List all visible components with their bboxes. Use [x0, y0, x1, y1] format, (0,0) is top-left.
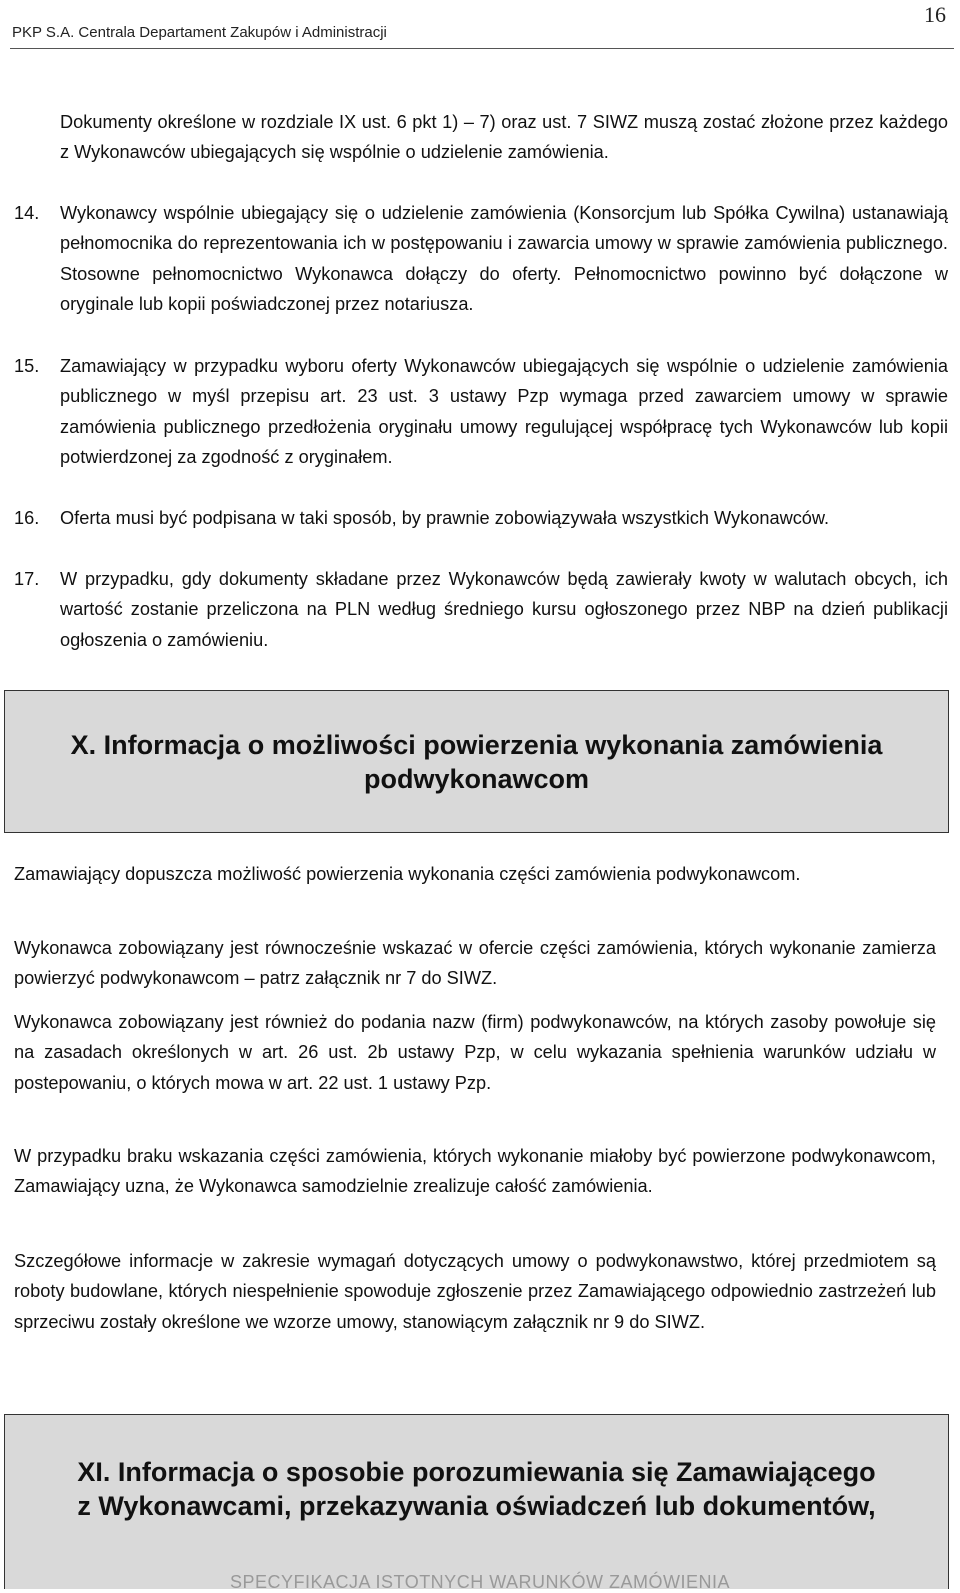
section-x-title-line1: X. Informacja o możliwości powierzenia wykonania zamówienia [70, 729, 883, 760]
list-item-number: 15. [14, 356, 40, 376]
section-xi-title-line2: z Wykonawcami, przekazywania oświadczeń lub dokumentów, [77, 1491, 876, 1521]
list-item-text: W przypadku, gdy dokumenty składane przez Wykonawców będą zawierały kwoty w walutach obcych, ich wartość zostanie przeliczona na PLN według średniego kursu ogłoszonego przez NBP na dzień publikacji ogłoszenia o zamówieniu. [60, 569, 948, 650]
list-item-text: Zamawiający w przypadku wyboru oferty Wykonawców ubiegających się wspólnie o udzielenie zamówienia publicznego w myśl przepisu art. 23 ust. 3 ustawy Pzp wymaga przed zawarciem umowy w sprawie zamówienia publicznego przedłożenia oryginału umowy regulującej współpracę tych Wykonawców lub kopii potwierdzonej za zgodność z oryginałem. [60, 356, 948, 468]
section-x-paragraph-4: W przypadku braku wskazania części zamówienia, których wykonanie miałoby być powierzone podwykonawcom, Zamawiający uzna, że Wykonawca samodzielnie zrealizuje całość zamówienia. [14, 1146, 936, 1197]
list-item-16 [14, 503, 948, 533]
section-x-heading-box [4, 690, 949, 833]
header-divider [10, 48, 954, 49]
section-xi-heading-box [4, 1414, 949, 1589]
running-header: PKP S.A. Centrala Departament Zakupów i Administracji [12, 24, 387, 41]
list-item-number: 14. [14, 203, 40, 223]
section-x-paragraph-2: Wykonawca zobowiązany jest równocześnie wskazać w ofercie części zamówienia, których wykonanie zamierza powierzyć podwykonawcom – patrz załącznik nr 7 do SIWZ. [14, 938, 936, 989]
section-x-title [71, 728, 883, 796]
section-x-paragraph-3: Wykonawca zobowiązany jest również do podania nazw (firm) podwykonawców, na których zasoby powołuje się na zasadach określonych w art. 26 ust. 2b ustawy Pzp, w celu wykazania spełnienia warunków udziału w postepowaniu, o których mowa w art. 22 ust. 1 ustawy Pzp. [14, 1012, 936, 1093]
intro-paragraph: Dokumenty określone w rozdziale IX ust. 6 pkt 1) – 7) oraz ust. 7 SIWZ muszą zostać złożone przez każdego z Wykonawców ubiegających się wspólnie o udzielenie zamówienia. [60, 112, 948, 163]
list-item-text: Oferta musi być podpisana w taki sposób, by prawnie zobowiązywała wszystkich Wykonawców. [60, 508, 830, 528]
list-item-number: 17. [14, 569, 40, 589]
section-xi-title [77, 1455, 875, 1523]
list-item-15 [14, 351, 948, 473]
list-item-text: Wykonawcy wspólnie ubiegający się o udzielenie zamówienia (Konsorcjum lub Spółka Cywilna) ustanawiają pełnomocnika do reprezentowania ich w postępowaniu i zawarcia umowy w sprawie zamówienia publicznego. Stosowne pełnomocnictwo Wykonawca dołączy do oferty. Pełnomocnictwo powinno być dołączone w oryginale lub kopii poświadczonej przez notariusza. [60, 203, 948, 315]
page-number: 16 [924, 2, 946, 27]
list-item-17 [14, 564, 948, 655]
section-xi-title-line1: XI. Informacja o sposobie porozumiewania się Zamawiającego [77, 1457, 876, 1487]
list-item-14 [14, 198, 948, 320]
section-x-paragraph-5: Szczegółowe informacje w zakresie wymagań dotyczących umowy o podwykonawstwo, której przedmiotem są roboty budowlane, których niespełnienie spowoduje zgłoszenie przez Zamawiającego odpowiednio zastrzeżeń lub sprzeciwu zostały określone we wzorze umowy, stanowiącym załącznik nr 9 do SIWZ. [14, 1251, 936, 1332]
list-item-number: 16. [14, 508, 40, 528]
section-x-paragraph-1: Zamawiający dopuszcza możliwość powierzenia wykonania części zamówienia podwykonawcom. [14, 864, 801, 884]
section-x-title-line2: podwykonawcom [363, 763, 590, 794]
page-footer: SPECYFIKACJA ISTOTNYCH WARUNKÓW ZAMÓWIENIA [229, 1572, 731, 1592]
